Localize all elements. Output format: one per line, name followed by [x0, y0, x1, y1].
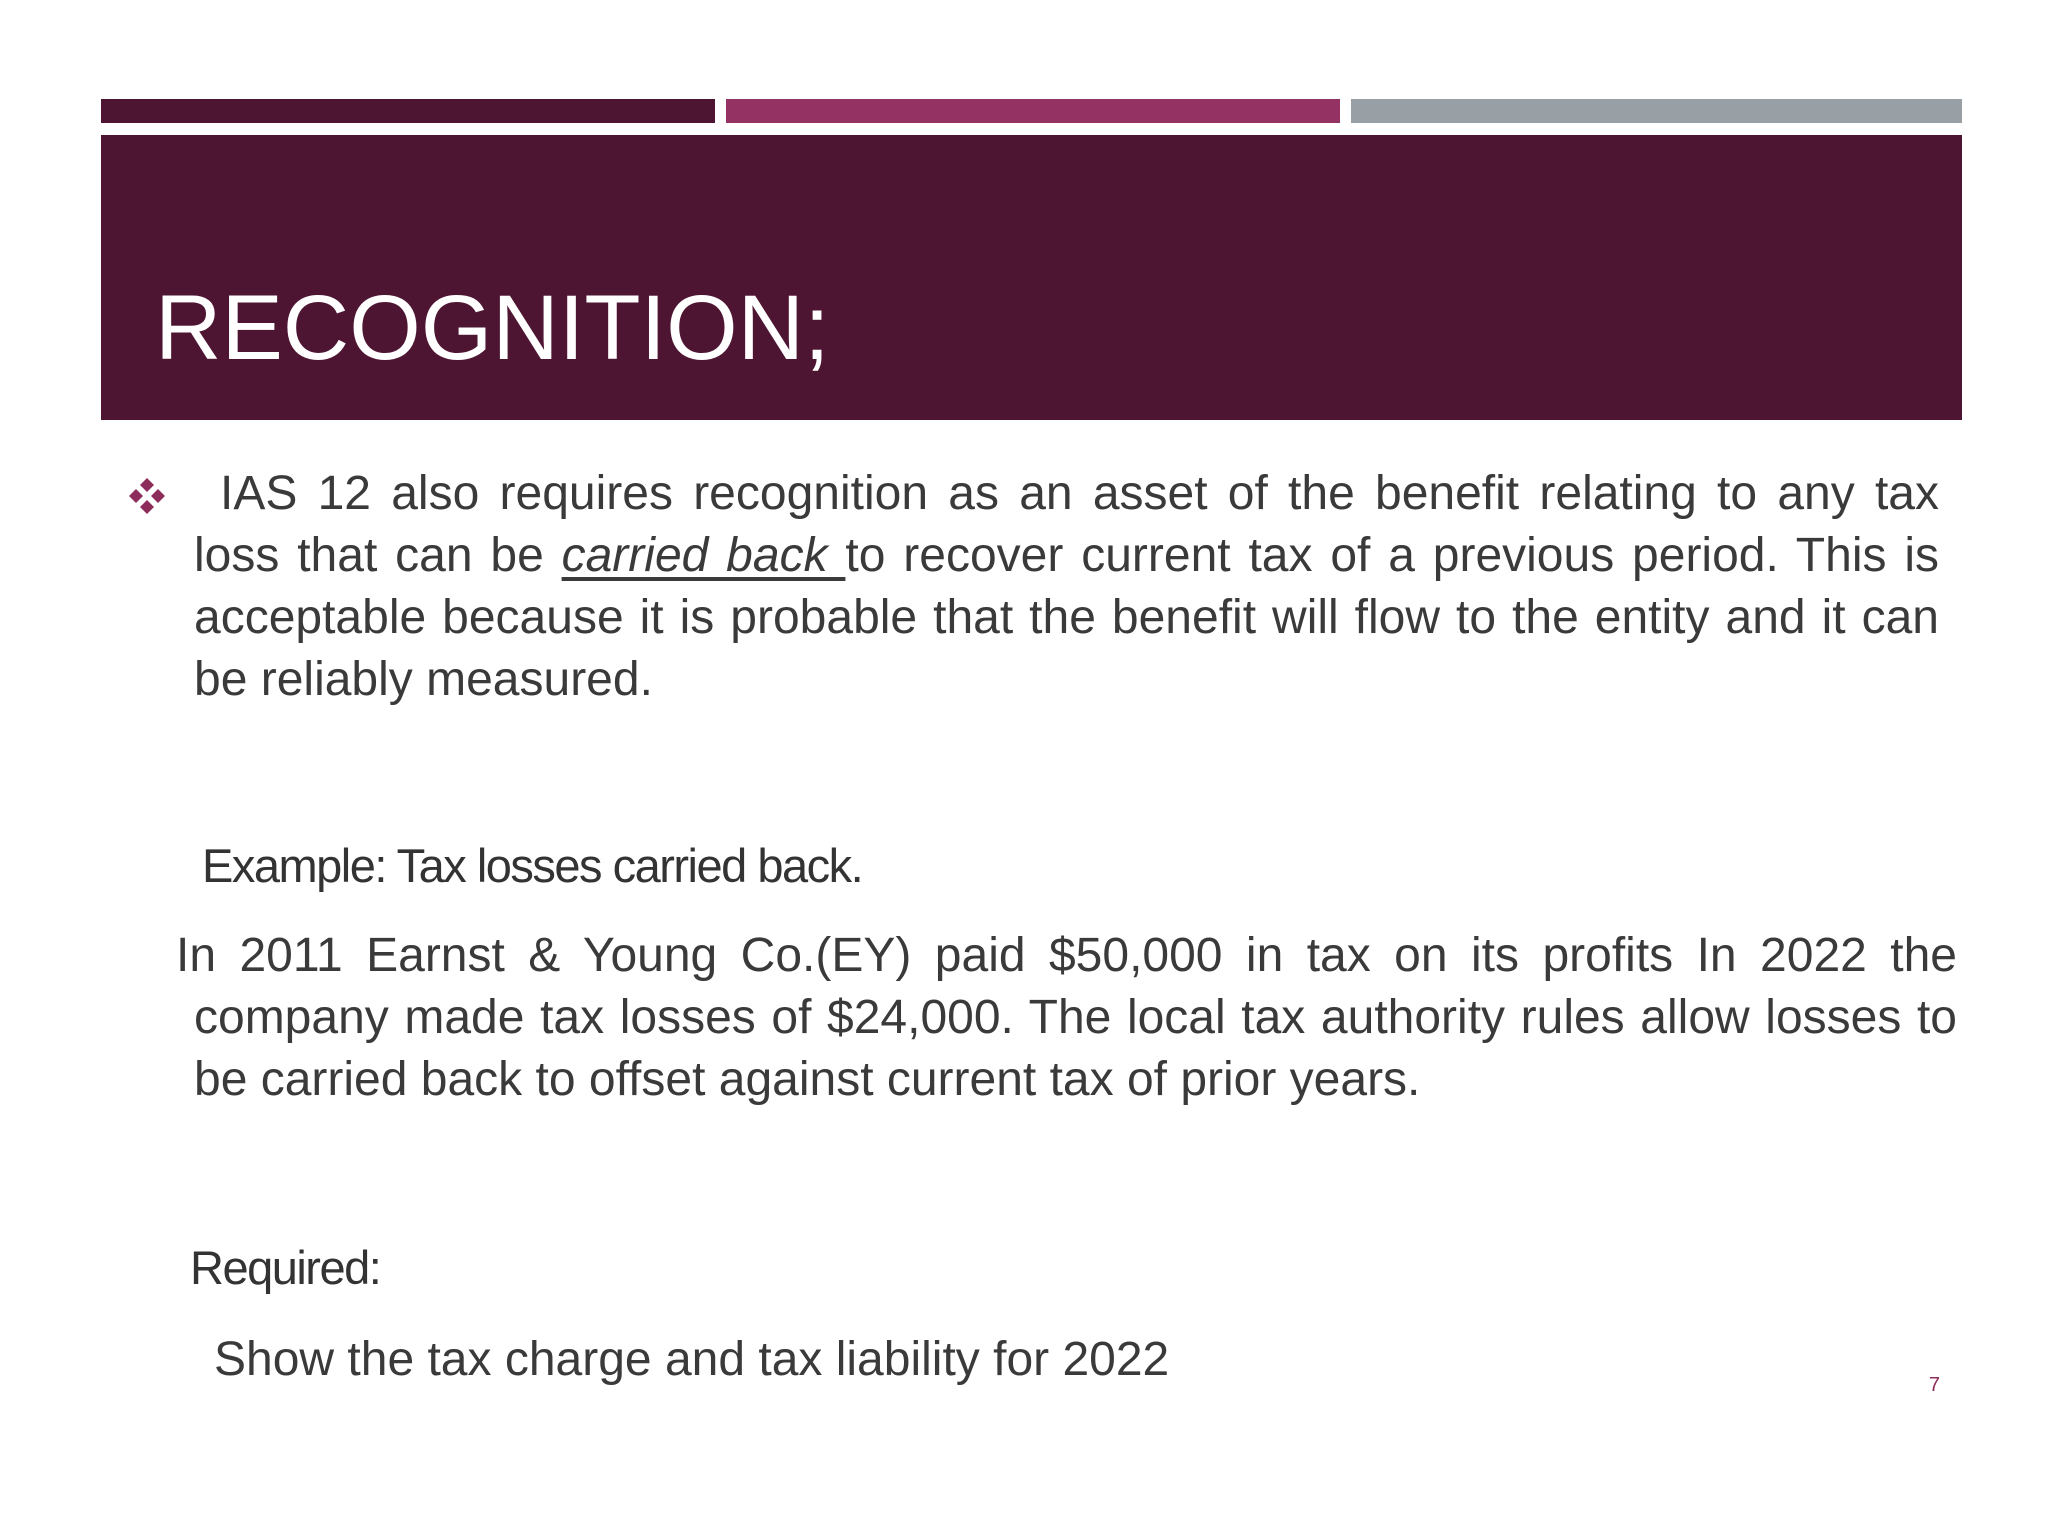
title-band — [101, 135, 1962, 420]
accent-bar-magenta — [726, 99, 1340, 123]
page-number: 7 — [1928, 1374, 1940, 1396]
slide-title: RECOGNITION; — [155, 277, 830, 379]
bullet-text-rest: to recover current tax of a previous period. This is acceptable because it is probable that the benefit will flow to the entity and it can be reliably measured. — [194, 529, 1939, 706]
accent-bar-dark — [101, 99, 715, 123]
required-heading: Required: — [190, 1241, 381, 1294]
example-heading: Example: Tax losses carried back. — [202, 839, 863, 892]
accent-bar-gray — [1351, 99, 1962, 123]
carried-back-emphasis: carried back — [561, 529, 846, 582]
bullet-text-start: IAS 12 also requires recognition as an asset of the benefit relating to any tax loss that can be — [194, 467, 1939, 582]
bullet-paragraph — [194, 463, 1939, 711]
four-diamond-bullet-icon — [127, 474, 167, 514]
task-text: Show the tax charge and tax liability for 2022 — [214, 1333, 1170, 1386]
example-paragraph: In 2011 Earnst & Young Co.(EY) paid $50,000 in tax on its profits In 2022 the company made tax losses of $24,000. The local tax authority rules allow losses to be carried back to offset against current tax of prior years. — [176, 929, 1957, 1106]
